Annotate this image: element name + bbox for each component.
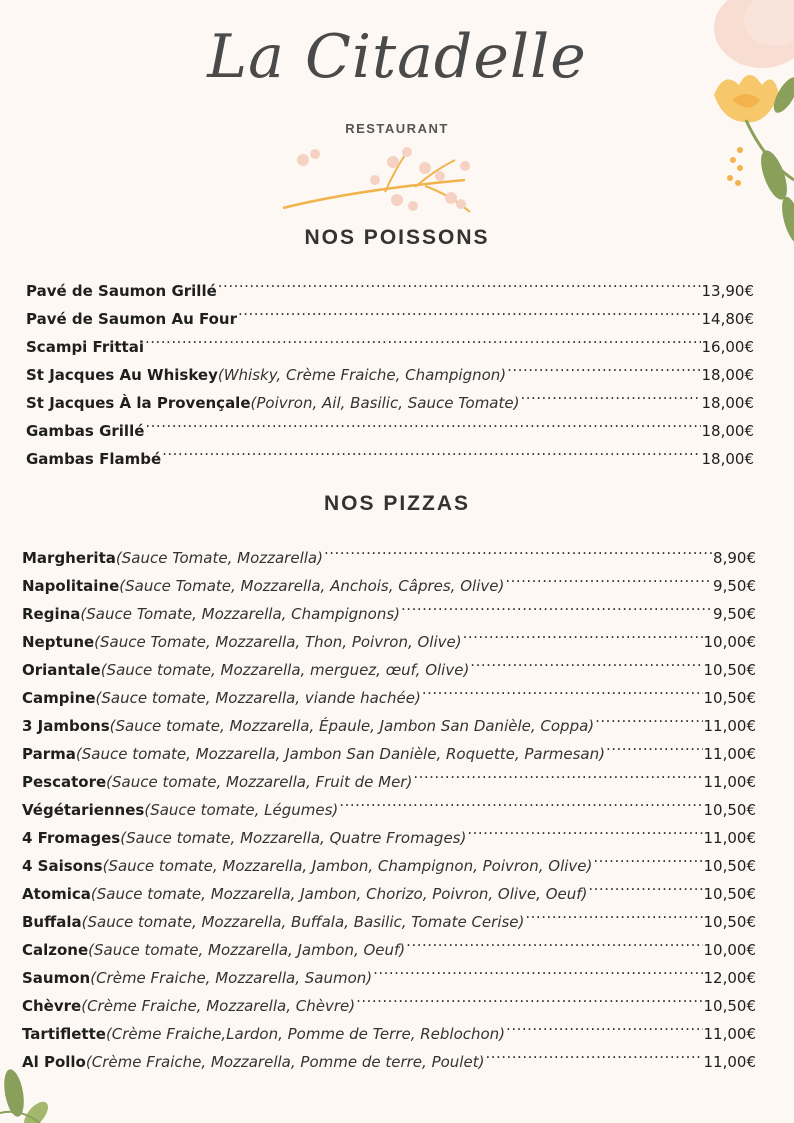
- menu-item-name: Végétariennes: [22, 801, 145, 819]
- menu-item-price: 10,00€: [703, 941, 756, 959]
- menu-item-name: Saumon: [22, 969, 91, 987]
- menu-item-price: 18,00€: [701, 450, 754, 468]
- menu-item-price: 10,50€: [703, 913, 756, 931]
- dot-leader: [238, 296, 701, 324]
- menu-item-price: 10,50€: [703, 689, 756, 707]
- menu-item-description: (Sauce tomate, Légumes): [144, 801, 339, 819]
- menu-item-name: Pavé de Saumon Grillé: [26, 282, 217, 300]
- sprig-ornament-icon: [275, 140, 495, 220]
- menu-item-name: Gambas Flambé: [26, 450, 162, 468]
- menu-item-name: Neptune: [22, 633, 95, 651]
- menu-item-description: (Sauce tomate, Mozzarella, Jambon, Chorizo, Poivron, Olive, Oeuf): [90, 885, 588, 903]
- menu-item-price: 11,00€: [703, 829, 756, 847]
- dot-leader: [162, 436, 700, 464]
- menu-item-price: 10,50€: [703, 661, 756, 679]
- menu-item-description: (Sauce Tomate, Mozzarella): [115, 549, 323, 567]
- menu-item-description: (Crème Fraiche, Mozzarella, Saumon): [90, 969, 373, 987]
- menu-item-name: Pavé de Saumon Au Four: [26, 310, 237, 328]
- menu-item-price: 18,00€: [701, 422, 754, 440]
- dot-leader: [324, 535, 712, 563]
- menu-item-description: (Crème Fraiche, Mozzarella, Pomme de terre, Poulet): [85, 1053, 485, 1071]
- menu-item-description: (Sauce Tomate, Mozzarella, Champignons): [80, 605, 401, 623]
- dot-leader: [467, 815, 702, 843]
- dot-leader: [595, 703, 702, 731]
- menu-item-name: St Jacques Au Whiskey: [26, 366, 218, 384]
- menu-item-name: Al Pollo: [22, 1053, 86, 1071]
- menu-item-name: Oriantale: [22, 661, 101, 679]
- dot-leader: [470, 647, 702, 675]
- menu-item-price: 10,00€: [703, 633, 756, 651]
- dot-leader: [422, 675, 703, 703]
- dot-leader: [520, 380, 700, 408]
- dot-leader: [145, 408, 700, 436]
- dot-leader: [593, 843, 702, 871]
- menu-item-price: 10,50€: [703, 801, 756, 819]
- dot-leader: [413, 759, 702, 787]
- menu-item-price: 11,00€: [703, 1053, 756, 1071]
- menu-item-description: (Sauce Tomate, Mozzarella, Thon, Poivron, Olive): [94, 633, 462, 651]
- menu-item-description: (Poivron, Ail, Basilic, Sauce Tomate): [250, 394, 520, 412]
- dot-leader: [507, 352, 700, 380]
- menu-item-description: (Sauce Tomate, Mozzarella, Anchois, Câpres, Olive): [119, 577, 505, 595]
- section-title-pizzas: NOS PIZZAS: [323, 492, 470, 515]
- dot-leader: [525, 899, 702, 927]
- menu-item: [22, 535, 756, 567]
- menu-item-name: Napolitaine: [22, 577, 120, 595]
- menu-item-name: Scampi Frittai: [26, 338, 144, 356]
- menu-item: [26, 268, 754, 300]
- dot-leader: [588, 871, 702, 899]
- dot-leader: [145, 324, 701, 352]
- menu-item-description: (Sauce tomate, Mozzarella, Jambon, Oeuf): [88, 941, 406, 959]
- menu-item-price: 11,00€: [703, 717, 756, 735]
- dot-leader: [485, 1039, 702, 1067]
- menu-item-price: 10,50€: [703, 885, 756, 903]
- menu-item-name: 4 Saisons: [22, 857, 103, 875]
- menu-item-description: (Sauce tomate, Mozzarella, viande hachée): [95, 689, 421, 707]
- menu-item-price: 14,80€: [701, 310, 754, 328]
- menu-item-name: Pescatore: [22, 773, 107, 791]
- dot-leader: [406, 927, 702, 955]
- restaurant-subtitle: RESTAURANT: [345, 121, 449, 136]
- menu-item-description: (Sauce tomate, Mozzarella, Fruit de Mer): [106, 773, 413, 791]
- menu-item-name: Atomica: [22, 885, 91, 903]
- menu-list-pizzas: [22, 535, 756, 1071]
- restaurant-logo: La Citadelle: [207, 22, 587, 92]
- dot-leader: [356, 983, 702, 1011]
- dot-leader: [463, 619, 703, 647]
- menu-item-description: (Sauce tomate, Mozzarella, Buffala, Basilic, Tomate Cerise): [81, 913, 525, 931]
- menu-item-price: 10,50€: [703, 997, 756, 1015]
- menu-item-price: 11,00€: [703, 1025, 756, 1043]
- menu-item-price: 18,00€: [701, 394, 754, 412]
- menu-item-name: Margherita: [22, 549, 116, 567]
- dot-leader: [606, 731, 703, 759]
- dot-leader: [401, 591, 712, 619]
- dot-leader: [506, 1011, 702, 1039]
- menu-item-description: (Sauce tomate, Mozzarella, Jambon San Danièle, Roquette, Parmesan): [75, 745, 605, 763]
- menu-item-price: 18,00€: [701, 366, 754, 384]
- dot-leader: [218, 268, 701, 296]
- menu-item-name: Parma: [22, 745, 76, 763]
- menu-item-price: 8,90€: [713, 549, 756, 567]
- menu-item-price: 12,00€: [703, 969, 756, 987]
- menu-item-name: 4 Fromages: [22, 829, 121, 847]
- menu-item-name: Campine: [22, 689, 96, 707]
- dot-leader: [505, 563, 712, 591]
- menu-item-price: 11,00€: [703, 745, 756, 763]
- dot-leader: [339, 787, 702, 815]
- menu-list-poissons: [26, 268, 754, 468]
- menu-item-price: 9,50€: [713, 605, 756, 623]
- menu-item-price: 9,50€: [713, 577, 756, 595]
- menu-item-price: 10,50€: [703, 857, 756, 875]
- menu-item-name: Calzone: [22, 941, 89, 959]
- menu-item-name: Regina: [22, 605, 81, 623]
- menu-item-name: 3 Jambons: [22, 717, 110, 735]
- menu-item-description: (Sauce tomate, Mozzarella, merguez, œuf, Olive): [100, 661, 470, 679]
- menu-item-name: St Jacques À la Provençale: [26, 394, 251, 412]
- menu-item-price: 16,00€: [701, 338, 754, 356]
- section-title-poissons: NOS POISSONS: [304, 226, 490, 249]
- menu-item-description: (Whisky, Crème Fraiche, Champignon): [217, 366, 507, 384]
- dot-leader: [373, 955, 702, 983]
- menu-item-name: Gambas Grillé: [26, 422, 145, 440]
- menu-item-description: (Sauce tomate, Mozzarella, Épaule, Jambon San Danièle, Coppa): [109, 717, 595, 735]
- menu-item-description: (Crème Fraiche, Mozzarella, Chèvre): [81, 997, 356, 1015]
- menu-item-name: Tartiflette: [22, 1025, 106, 1043]
- menu-item-name: Buffala: [22, 913, 82, 931]
- menu-item-price: 13,90€: [701, 282, 754, 300]
- menu-item-description: (Sauce tomate, Mozzarella, Jambon, Champignon, Poivron, Olive): [102, 857, 593, 875]
- menu-item-price: 11,00€: [703, 773, 756, 791]
- menu-item-name: Chèvre: [22, 997, 82, 1015]
- menu-item-description: (Crème Fraiche,Lardon, Pomme de Terre, Reblochon): [105, 1025, 506, 1043]
- menu-item-description: (Sauce tomate, Mozzarella, Quatre Fromages): [120, 829, 467, 847]
